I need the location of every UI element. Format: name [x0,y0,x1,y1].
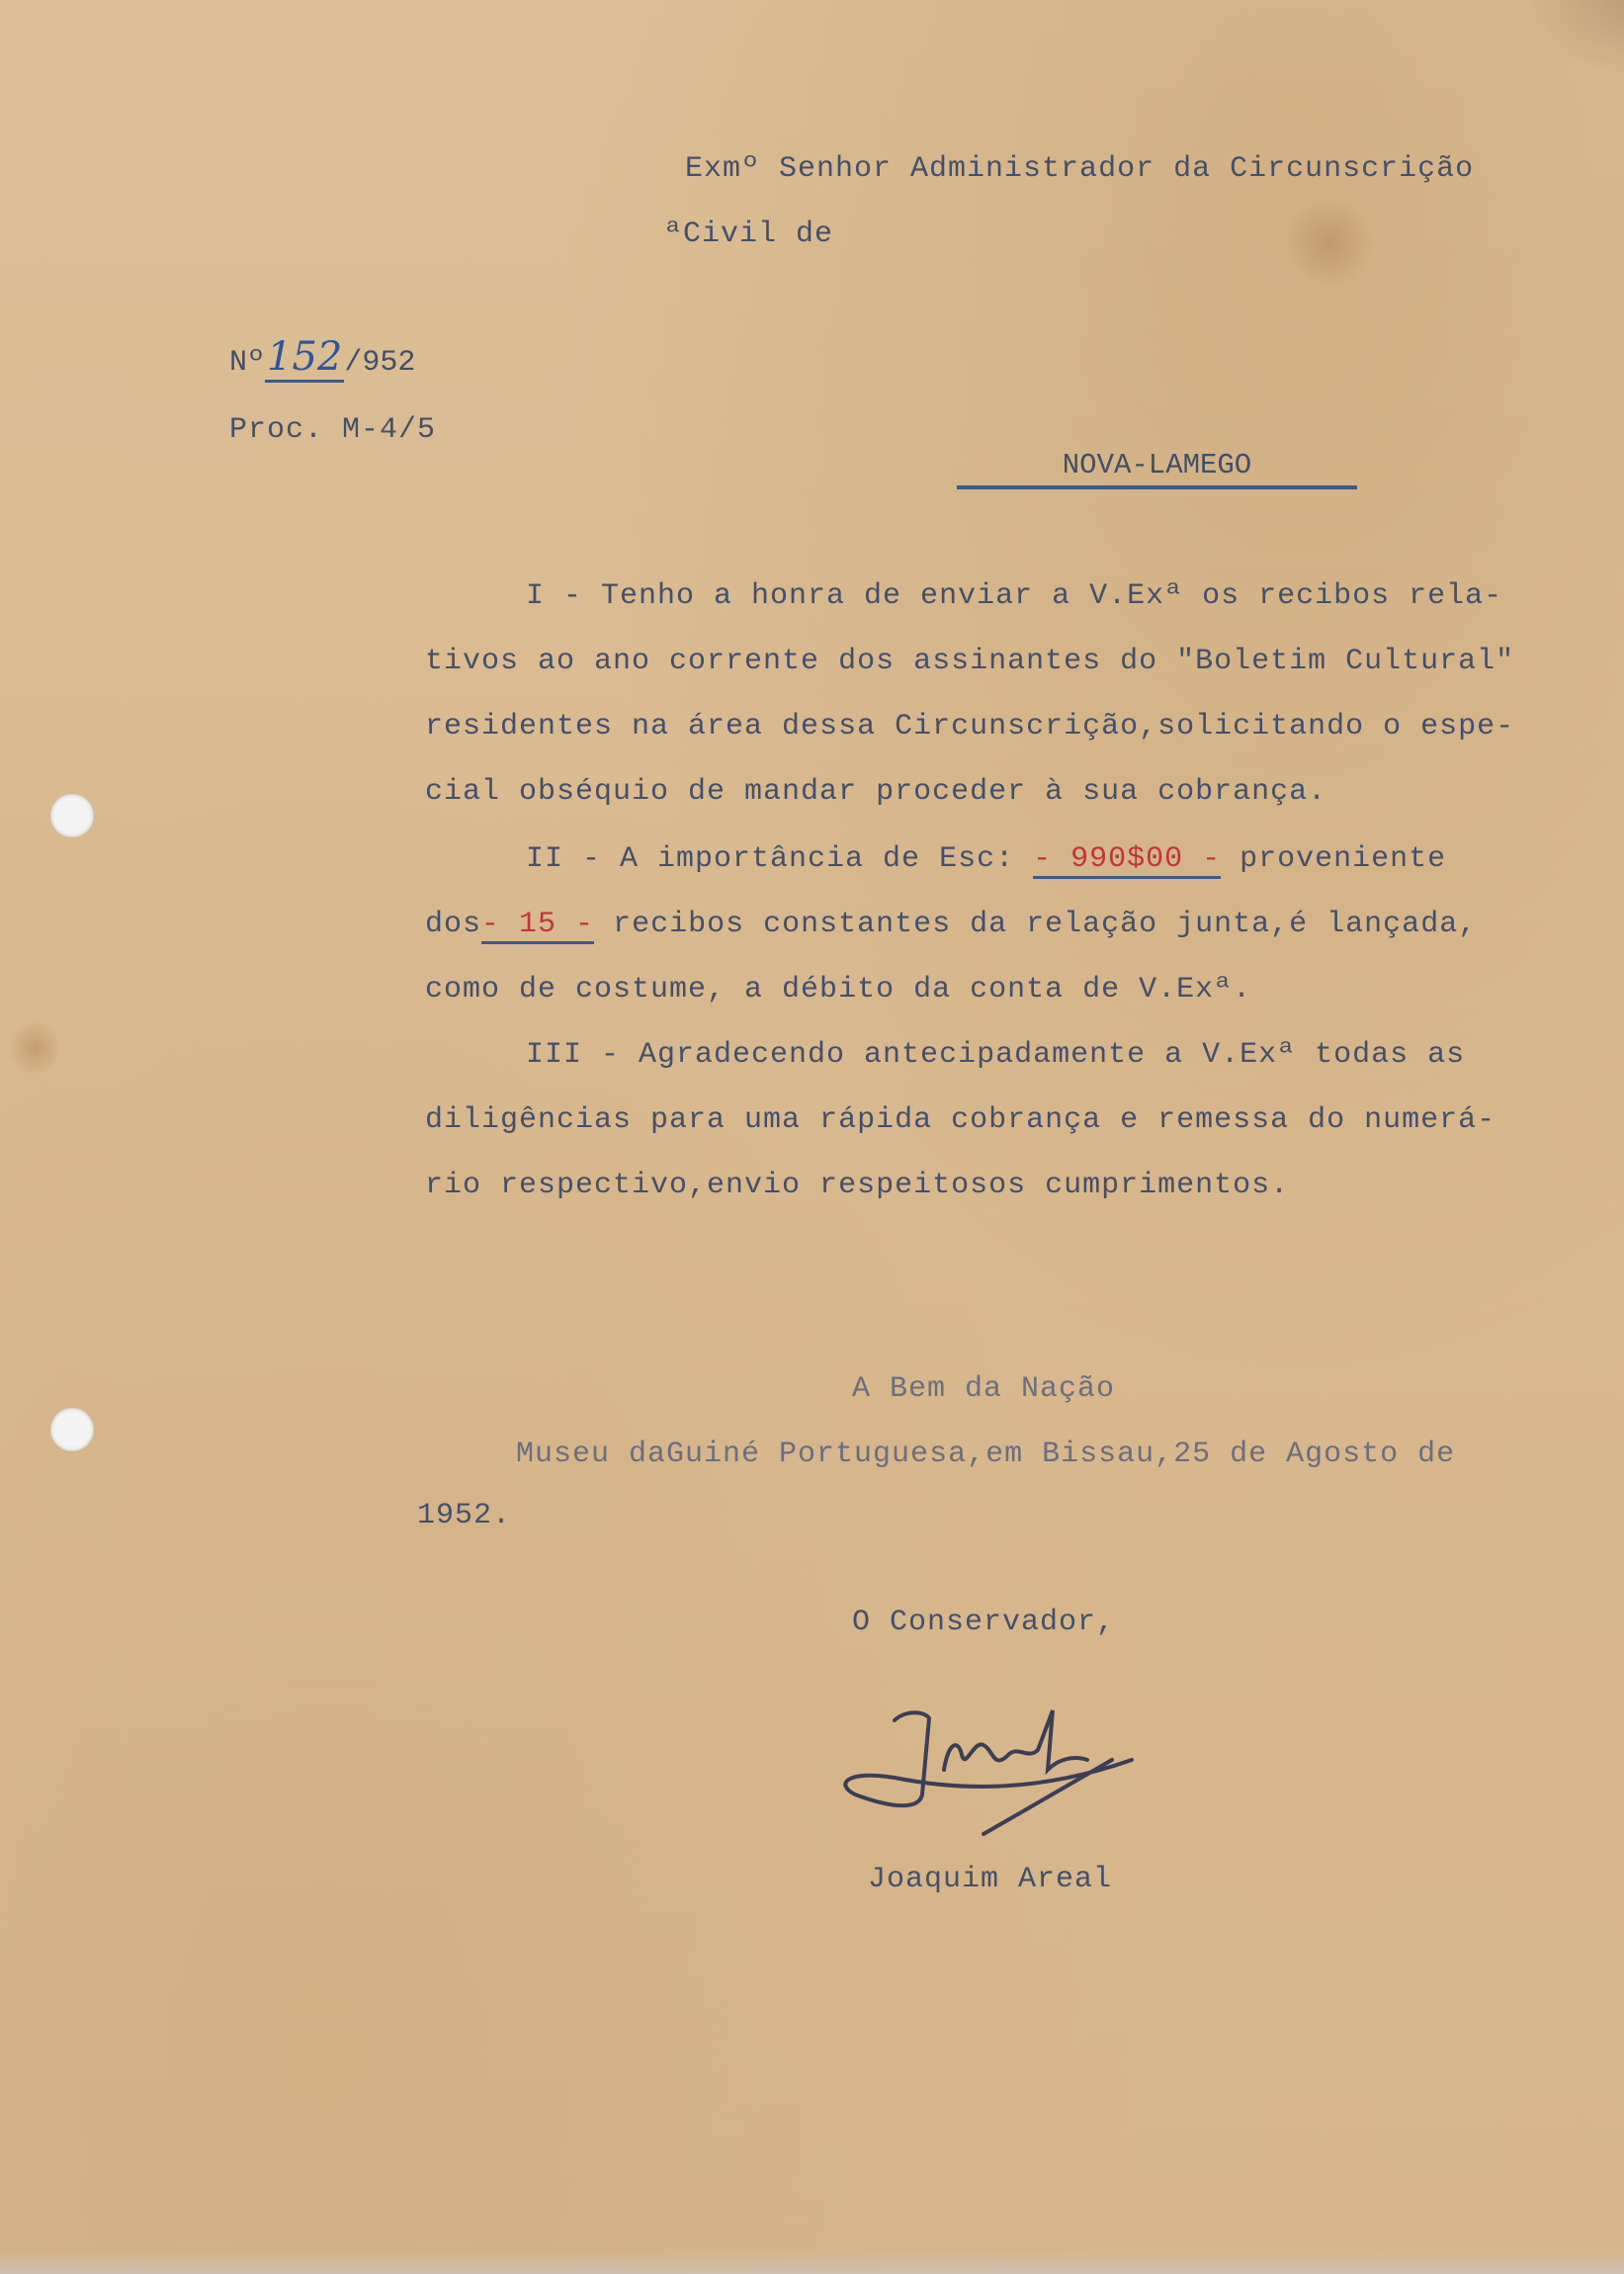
corner-shadow [1525,0,1624,79]
body-line: residentes na área dessa Circunscrição,solicitando o espe- [425,710,1515,743]
reference-year: /952 [344,346,416,380]
body-line: rio respectivo,envio respeitosos cumprimentos. [425,1169,1290,1202]
address-line-2: ªCivil de [664,218,834,251]
salutation: A Bem da Nação [852,1372,1116,1406]
body-line: diligências para uma rápida cobrança e remessa do numerá- [425,1103,1496,1137]
body-line: cial obséquio de mandar proceder à sua cobrança. [425,775,1327,809]
punch-hole-top [50,794,94,837]
reference-prefix: Nº [229,346,266,380]
signer-name: Joaquim Areal [868,1863,1113,1896]
place-date-line-2: 1952. [417,1499,512,1532]
amount-value: - 990$00 - [1033,842,1221,879]
count-prefix: dos [425,908,482,941]
reference-handwritten-number: 152 [265,334,344,383]
body-line: I - Tenho a honra de enviar a V.Exª os recibos rela- [526,579,1503,613]
process-number: Proc. M-4/5 [229,413,437,447]
count-suffix: recibos constantes da relação junta,é lançada, [613,908,1478,941]
body-line: III - Agradecendo antecipadamente a V.Exª todas as [526,1038,1466,1072]
stain [1285,198,1374,287]
body-line-count [425,908,1477,944]
reference-number [229,334,415,380]
bottom-edge [0,2250,1624,2274]
address-line-1: Exmº Senhor Administrador da Circunscrição [685,152,1475,186]
amount-suffix: proveniente [1239,842,1447,876]
body-line: tivos ao ano corrente dos assinantes do "Boletim Cultural" [425,645,1515,678]
place-date-line-1: Museu daGuiné Portuguesa,em Bissau,25 de Agosto de [516,1438,1456,1471]
signer-role: O Conservador, [852,1606,1116,1639]
amount-label: II - A importância de Esc: [526,842,1015,876]
receipt-count: - 15 - [481,908,594,944]
body-line-amount [526,842,1446,879]
stain [10,1018,59,1078]
handwritten-signature [835,1701,1142,1839]
destination-heading: NOVA-LAMEGO [957,449,1357,489]
punch-hole-bottom [50,1408,94,1451]
body-line: como de costume, a débito da conta de V.Exª. [425,973,1252,1006]
